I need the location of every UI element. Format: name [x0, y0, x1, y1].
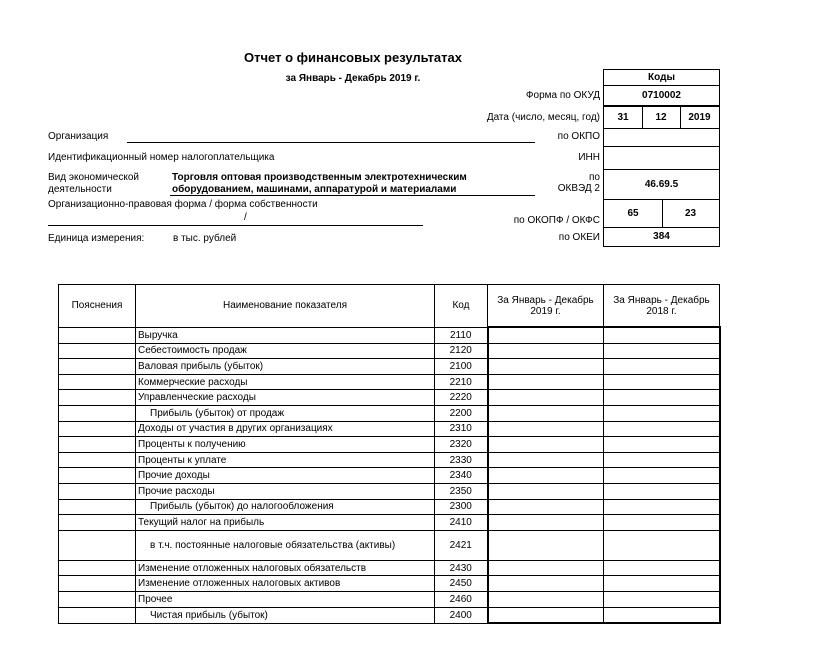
table-row	[59, 437, 720, 453]
value-prev	[604, 327, 720, 343]
okei-label: по ОКЕИ	[558, 232, 600, 243]
notes-cell	[59, 591, 136, 607]
value-prev	[604, 591, 720, 607]
legal-form-value: /	[244, 212, 247, 223]
value-current	[488, 359, 604, 375]
value-current	[488, 343, 604, 359]
notes-cell	[59, 468, 136, 484]
value-current	[488, 421, 604, 437]
table-row	[59, 483, 720, 499]
indicator-code: 2410	[435, 515, 488, 531]
value-prev	[604, 515, 720, 531]
value-current	[488, 390, 604, 406]
value-prev	[604, 607, 720, 623]
table-row	[59, 607, 720, 623]
date-sep-1	[642, 107, 643, 129]
table-row	[59, 452, 720, 468]
indicator-name: Текущий налог на прибыль	[136, 515, 435, 531]
value-prev	[604, 530, 720, 560]
notes-cell	[59, 343, 136, 359]
value-current	[488, 515, 604, 531]
inn-value	[604, 147, 719, 170]
value-prev	[604, 405, 720, 421]
notes-cell	[59, 515, 136, 531]
date-year: 2019	[688, 112, 711, 123]
table-row	[59, 359, 720, 375]
value-current	[488, 591, 604, 607]
indicator-name: Управленческие расходы	[136, 390, 435, 406]
indicator-code: 2340	[435, 468, 488, 484]
report-period: за Январь - Декабрь 2019 г.	[285, 73, 421, 84]
indicator-name: Доходы от участия в других организациях	[136, 421, 435, 437]
codes-heading: Коды	[604, 70, 719, 86]
value-prev	[604, 452, 720, 468]
date-label: Дата (число, месяц, год)	[486, 112, 600, 123]
indicator-code: 2460	[435, 591, 488, 607]
notes-cell	[59, 483, 136, 499]
table-row	[59, 468, 720, 484]
okud-value: 0710002	[604, 86, 719, 107]
notes-cell	[59, 607, 136, 623]
value-current	[488, 530, 604, 560]
indicator-name: Прибыль (убыток) от продаж	[136, 405, 435, 421]
indicator-code: 2400	[435, 607, 488, 623]
okved-label-2: ОКВЭД 2	[557, 183, 600, 194]
indicator-code: 2210	[435, 374, 488, 390]
notes-cell	[59, 437, 136, 453]
value-current	[488, 374, 604, 390]
indicator-name: Проценты к уплате	[136, 452, 435, 468]
indicator-name: Прочие доходы	[136, 468, 435, 484]
financial-results-table	[58, 284, 721, 624]
table-row	[59, 327, 720, 343]
org-line	[127, 142, 535, 143]
codes-box	[603, 69, 720, 247]
value-prev	[604, 499, 720, 515]
value-prev	[604, 468, 720, 484]
value-prev	[604, 483, 720, 499]
okopf-label: по ОКОПФ / ОКФС	[513, 215, 600, 226]
notes-cell	[59, 390, 136, 406]
value-prev	[604, 421, 720, 437]
indicator-name: Себестоимость продаж	[136, 343, 435, 359]
value-current	[488, 499, 604, 515]
indicator-name: Прочие расходы	[136, 483, 435, 499]
okfs-value: 23	[684, 208, 697, 219]
indicator-code: 2220	[435, 390, 488, 406]
notes-cell	[59, 405, 136, 421]
indicator-name: Проценты к получению	[136, 437, 435, 453]
activity-label-2: деятельности	[48, 184, 112, 195]
indicator-name: в т.ч. постоянные налоговые обязательства (активы)	[136, 530, 435, 560]
legal-form-line	[48, 225, 423, 226]
activity-label-1: Вид экономической	[48, 172, 139, 183]
table-row	[59, 374, 720, 390]
table-row	[59, 421, 720, 437]
table-body	[59, 327, 720, 623]
page-title: Отчет о финансовых результатах	[244, 50, 462, 65]
notes-cell	[59, 374, 136, 390]
table-row	[59, 499, 720, 515]
legal-form-label: Организационно-правовая форма / форма собственности	[48, 199, 318, 210]
indicator-code: 2310	[435, 421, 488, 437]
inn-code-label: ИНН	[578, 152, 600, 163]
okopf-value: 65	[627, 208, 639, 219]
value-current	[488, 437, 604, 453]
indicator-name: Чистая прибыль (убыток)	[136, 607, 435, 623]
header-period-prev: За Январь - Декабрь 2018 г.	[604, 285, 720, 328]
indicator-name: Изменение отложенных налоговых активов	[136, 576, 435, 592]
indicator-code: 2430	[435, 560, 488, 576]
value-current	[488, 405, 604, 421]
notes-cell	[59, 359, 136, 375]
value-current	[488, 607, 604, 623]
value-prev	[604, 390, 720, 406]
value-current	[488, 560, 604, 576]
indicator-name: Коммерческие расходы	[136, 374, 435, 390]
table-row	[59, 515, 720, 531]
date-day: 31	[617, 112, 629, 123]
header-code: Код	[435, 285, 488, 328]
table-row	[59, 530, 720, 560]
value-current	[488, 576, 604, 592]
indicator-code: 2421	[435, 530, 488, 560]
table-row	[59, 576, 720, 592]
activity-value-2: оборудованием, машинами, аппаратурой и материалами	[172, 184, 457, 195]
notes-cell	[59, 576, 136, 592]
indicator-name: Изменение отложенных налоговых обязательств	[136, 560, 435, 576]
date-cell	[604, 107, 719, 129]
unit-label: Единица измерения:	[48, 233, 145, 244]
indicator-name: Выручка	[136, 327, 435, 343]
date-sep-2	[680, 107, 681, 129]
indicator-code: 2300	[435, 499, 488, 515]
notes-cell	[59, 327, 136, 343]
indicator-code: 2320	[435, 437, 488, 453]
value-prev	[604, 576, 720, 592]
value-prev	[604, 374, 720, 390]
unit-value: в тыс. рублей	[173, 233, 237, 244]
indicator-code: 2200	[435, 405, 488, 421]
notes-cell	[59, 560, 136, 576]
value-prev	[604, 343, 720, 359]
okved-label-1: по	[589, 172, 600, 183]
date-month: 12	[655, 112, 667, 123]
notes-cell	[59, 499, 136, 515]
indicator-code: 2350	[435, 483, 488, 499]
indicator-name: Прибыль (убыток) до налогообложения	[136, 499, 435, 515]
notes-cell	[59, 421, 136, 437]
table-row	[59, 405, 720, 421]
header-notes: Пояснения	[59, 285, 136, 328]
okved-value: 46.69.5	[604, 170, 719, 200]
table-row	[59, 343, 720, 359]
okud-label: Форма по ОКУД	[525, 90, 600, 101]
okpo-value	[604, 129, 719, 147]
notes-cell	[59, 530, 136, 560]
okei-value: 384	[653, 231, 670, 242]
value-current	[488, 327, 604, 343]
value-current	[488, 483, 604, 499]
indicator-code: 2110	[435, 327, 488, 343]
okpo-label: по ОКПО	[557, 131, 600, 142]
value-current	[488, 452, 604, 468]
value-prev	[604, 359, 720, 375]
header-name: Наименование показателя	[136, 285, 435, 328]
indicator-code: 2450	[435, 576, 488, 592]
indicator-code: 2120	[435, 343, 488, 359]
inn-label: Идентификационный номер налогоплательщика	[48, 152, 275, 163]
indicator-code: 2330	[435, 452, 488, 468]
indicator-code: 2100	[435, 359, 488, 375]
indicator-name: Прочее	[136, 591, 435, 607]
value-current	[488, 468, 604, 484]
value-prev	[604, 560, 720, 576]
okopf-sep	[662, 200, 663, 228]
activity-line	[170, 195, 535, 196]
table-row	[59, 591, 720, 607]
value-prev	[604, 437, 720, 453]
table-row	[59, 390, 720, 406]
activity-value-1: Торговля оптовая производственным электротехническим	[172, 172, 467, 183]
table-header-row	[59, 285, 720, 328]
indicator-name: Валовая прибыль (убыток)	[136, 359, 435, 375]
table-row	[59, 560, 720, 576]
notes-cell	[59, 452, 136, 468]
header-period-current: За Январь - Декабрь 2019 г.	[488, 285, 604, 328]
org-label: Организация	[48, 131, 109, 142]
